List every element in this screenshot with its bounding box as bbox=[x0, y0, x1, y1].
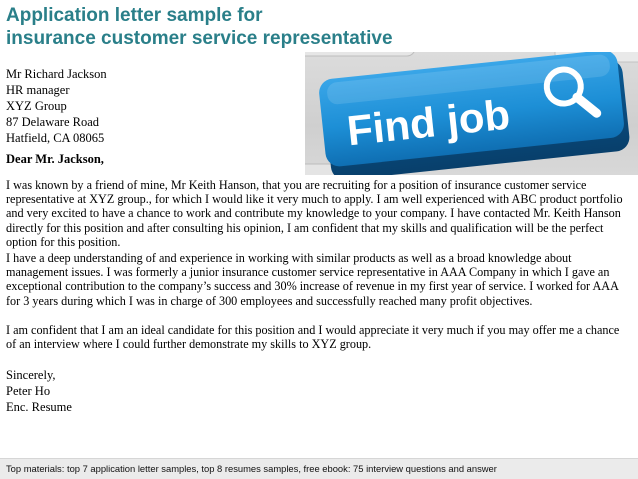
enclosure-note: Enc. Resume bbox=[6, 400, 72, 414]
keyboard-key-illustration bbox=[305, 52, 638, 175]
signer-name: Peter Ho bbox=[6, 384, 51, 398]
letter-paragraph-2: I have a deep understanding of and experience in working with similar products as well as a broad knowledge about management issues. I was formerly a junior insurance customer service representative in AAA Company in which I gave an exceptional contribution to the company’s success and 30% increase of revenue in my first year of service. I worked for AAA for 3 years during which I was in charge of 300 employees and successfully reached many profit objectives. bbox=[6, 251, 619, 308]
recipient-street: 87 Delaware Road bbox=[6, 115, 100, 129]
page-title bbox=[6, 4, 476, 50]
closing-block bbox=[6, 367, 72, 415]
key-label: Find job bbox=[344, 90, 513, 155]
recipient-address bbox=[6, 66, 107, 146]
footer-bar bbox=[0, 458, 638, 479]
recipient-company: XYZ Group bbox=[6, 99, 67, 113]
valediction: Sincerely, bbox=[6, 368, 56, 382]
recipient-role: HR manager bbox=[6, 83, 70, 97]
title-line-1: Application letter sample for bbox=[6, 5, 263, 26]
salutation: Dear Mr. Jackson, bbox=[6, 152, 104, 166]
recipient-name: Mr Richard Jackson bbox=[6, 67, 107, 81]
find-job-key-image bbox=[305, 52, 638, 175]
letter-paragraph-3: I am confident that I am an ideal candidate for this position and I would appreciate it very much if you may offer me a chance of an interview where I could further demonstrate my skills to XYZ group. bbox=[6, 323, 620, 352]
title-line-2: insurance customer service representative bbox=[6, 28, 393, 49]
letter-paragraph-1: I was known by a friend of mine, Mr Keith Hanson, that you are recruiting for a position of insurance customer service representative at XYZ group., for which I would like it very much to apply. I am well experienced with ABC product portfolio and very excited to have a chance to work and contribute my knowledge to your company. I have contacted Mr. Keith Hanson directly for this position and after consulting his opinion, I am confident that my skills and qualification will be the perfect option for this position. bbox=[6, 178, 623, 249]
recipient-city: Hatfield, CA 08065 bbox=[6, 131, 105, 145]
footer-text[interactable]: Top materials: top 7 application letter samples, top 8 resumes samples, free ebook: 75 interview questions and answer bbox=[6, 463, 497, 474]
